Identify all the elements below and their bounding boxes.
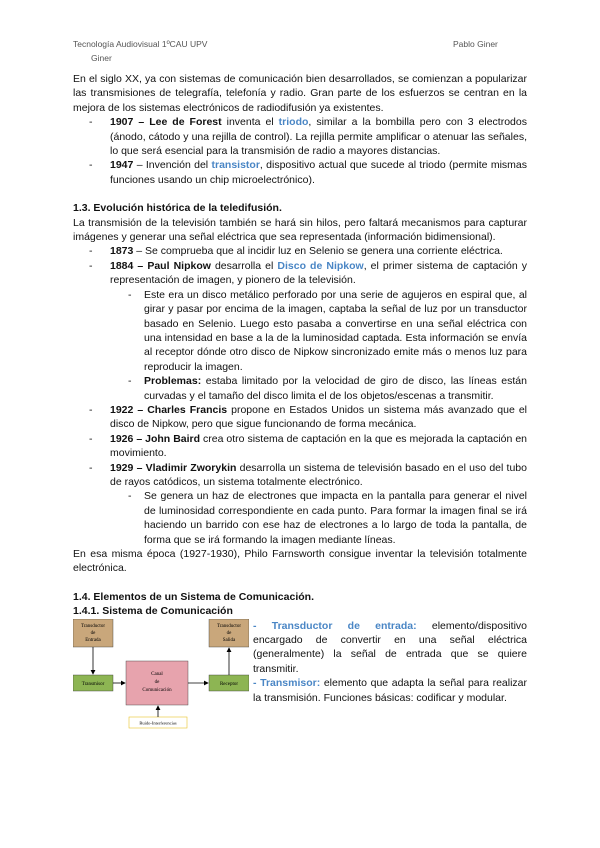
transmitter-box	[73, 675, 113, 691]
header-course: Tecnología Audiovisual 1ºCAU UPV	[73, 39, 208, 49]
channel-box	[126, 661, 188, 705]
svg-text:Canal: Canal	[151, 671, 163, 677]
output-transducer-box	[209, 619, 249, 647]
description-item: - Transmisor: elemento que adapta la señal para realizar la transmisión. Funciones básicas: codificar y modular.	[253, 677, 527, 704]
intro-paragraph: En el siglo XX, ya con sistemas de comunicación bien desarrollados, se comienzan a popularizar las transmisiones de telegrafía, telefonía y radio. Gran parte de los esfuerzos se centran en la mejora de los sistemas electrónicos de radiodifusión ya existentes.	[73, 73, 527, 114]
list-item: - 1884 – Paul Nipkow desarrolla el Disco de Nipkow, el primer sistema de captación y representación de imagen, y pionero de la televisión. - Este era un disco metálico perforado por una serie de agujeros en espiral que, al girar y pasar por encima de la imagen, captaba la señal de luz por un transductor basado en Selenio. Luego esto pasaba a convertirse en una señal eléctrica con una intensidad en base a la de la luminosidad captada. Esta información se envía al receptor dónde otro disco de Nipkow sincronizado emite más o menos luz para reproducir la imagen. - Problemas: estaba limitado por la velocidad de giro de disco, las líneas están curvadas y el tamaño del disco limita el de los objetos/escenas a transmitir.	[89, 259, 527, 402]
input-transducer-box	[73, 619, 113, 647]
list-item: - 1907 – Lee de Forest inventa el triodo, similar a la bombilla pero con 3 electrodos (ánodo, cátodo y una rejilla de control). La rejilla permite amplificar o atenuar las señales, lo que será esencial para la transmisión de radio a mayores distancias.	[89, 116, 527, 158]
section-13-heading: 1.3. Evolución histórica de la teledifusión.	[73, 202, 282, 215]
svg-text:Entrada: Entrada	[85, 637, 101, 643]
section-141-heading: 1.4.1. Sistema de Comunicación	[73, 605, 233, 618]
elements-description	[253, 619, 527, 705]
svg-text:Comunicación: Comunicación	[142, 687, 172, 693]
list-item: - 1926 – John Baird crea otro sistema de captación en la que es mejorada la captación en movimiento.	[89, 432, 527, 460]
description-item: - Transductor de entrada: elemento/dispositivo encargado de convertir en una señal eléctrica (generalmente) la señal de entrada que se quiere transmitir.	[253, 619, 527, 675]
header-author: Pablo Giner	[453, 39, 498, 49]
noise-box	[129, 717, 187, 728]
timeline-list	[73, 244, 527, 547]
sub-list-item: - Este era un disco metálico perforado por una serie de agujeros en espiral que, al girar y pasar por encima de la imagen, captaba la señal de luz por un transductor basado en Selenio. Luego esto pasaba a convertirse en una señal eléctrica con una intensidad en base a la de la luminosidad captada. Esta información se envía al receptor dónde otro disco de Nipkow sincronizado emite más o menos luz para reproducir la imagen.	[128, 288, 527, 373]
svg-text:de: de	[154, 679, 160, 685]
zworykin-sublist	[128, 489, 527, 547]
section-13-closing: En esa misma época (1927-1930), Philo Farnsworth consigue inventar la televisión totalmente electrónica.	[73, 548, 527, 575]
nipkow-sublist	[128, 288, 527, 403]
svg-text:Receptor: Receptor	[219, 681, 239, 687]
inventions-list	[73, 115, 527, 187]
section-13-intro: La transmisión de la televisión también se hará sin hilos, pero faltará mecanismos para capturar imágenes y generar una señal eléctrica que sea representada (información bidimensional).	[73, 216, 527, 244]
list-item: - 1947 – Invención del transistor, dispositivo actual que sucede al triodo (permite mismas funciones usando un chip microelectrónico).	[89, 159, 528, 186]
section-14-heading: 1.4. Elementos de un Sistema de Comunicación.	[73, 590, 314, 603]
header-author-cont: Giner	[91, 53, 112, 63]
transistor-link[interactable]: transistor	[211, 159, 260, 172]
nipkow-link[interactable]: Disco de Nipkow	[277, 259, 364, 272]
communication-diagram	[73, 619, 249, 729]
svg-text:Ruido-Interferencias: Ruido-Interferencias	[139, 720, 177, 726]
document-body	[73, 72, 527, 729]
svg-text:Transmisor: Transmisor	[81, 681, 105, 687]
triodo-link[interactable]: triodo	[278, 116, 309, 129]
list-item: - 1873 – Se comprueba que al incidir luz en Selenio se genera una corriente eléctrica.	[89, 245, 503, 258]
communication-system-block	[73, 619, 527, 729]
list-item: - 1922 – Charles Francis propone en Estados Unidos un sistema más avanzado que el disco de Nipkow, pero que sigue funcionando de forma mecánica.	[89, 403, 527, 431]
list-item: - 1929 – Vladimir Zworykin desarrolla un sistema de televisión basado en el uso del tubo de rayos catódicos, un sistema totalmente electrónico. - Se genera un haz de electrones que impacta en la pantalla para generar el nivel de luminosidad correspondiente en cada punto. Para formar la imagen final se irá haciendo un barrido con ese haz de electrones a lo largo de toda la pantalla, de forma que se irá formando la imagen mediante líneas.	[89, 461, 527, 546]
transmitter-term: Transmisor:	[260, 677, 321, 690]
receiver-box	[209, 675, 249, 691]
svg-text:Transductor: Transductor	[81, 623, 105, 629]
sub-list-item: - Se genera un haz de electrones que impacta en la pantalla para generar el nivel de luminosidad correspondiente en cada punto. Para formar la imagen final se irá haciendo un barrido con ese haz de electrones a lo largo de toda la pantalla, de forma que se irá formando la imagen mediante líneas.	[128, 490, 527, 546]
svg-text:Salida: Salida	[222, 637, 236, 643]
svg-text:de: de	[226, 630, 232, 636]
sub-list-item: - Problemas: estaba limitado por la velocidad de giro de disco, las líneas están curvadas y el tamaño del disco limita el de los objetos/escenas a transmitir.	[128, 375, 527, 402]
svg-text:Transductor: Transductor	[217, 623, 241, 629]
input-transducer-term: Transductor de entrada:	[271, 619, 417, 632]
svg-text:de: de	[90, 630, 96, 636]
